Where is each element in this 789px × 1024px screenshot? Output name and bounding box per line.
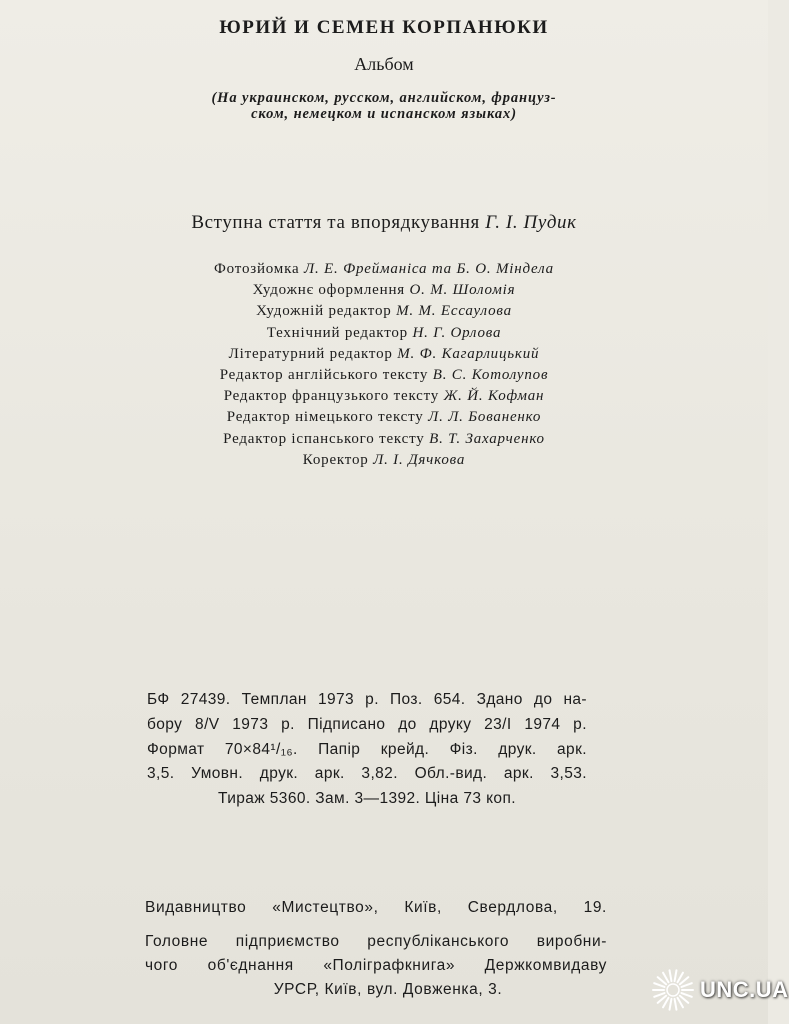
imprint-word: р.	[281, 715, 295, 733]
credit-name: Л. Л. Бованенко	[428, 409, 542, 426]
imprint-word: 3,5.	[147, 765, 175, 783]
imprint-word: р.	[573, 715, 587, 733]
imprint-word: 3,53.	[550, 765, 587, 783]
credit-role: Редактор англійського тексту	[219, 367, 433, 384]
publisher-word: республіканського	[367, 933, 510, 950]
imprint-word: 23/I	[484, 715, 512, 733]
imprint-word: 8/V	[195, 715, 220, 733]
publisher-word: об'єднання	[207, 957, 294, 974]
publisher-line4: УРСР, Київ, вул. Довженка, 3.	[273, 981, 503, 998]
credit-role: Художній редактор	[256, 303, 397, 320]
imprint-word: 1973	[232, 715, 269, 733]
imprint-line	[147, 688, 587, 713]
credit-line	[0, 429, 768, 450]
imprint-word: 70×84¹/₁₆.	[224, 740, 298, 758]
credit-name: В. Т. Захарченко	[429, 430, 545, 447]
credit-line	[0, 386, 768, 407]
credit-name: М. М. Ессаулова	[396, 303, 512, 320]
credit-name: Н. Г. Орлова	[412, 324, 502, 341]
imprint-word: Формат	[147, 740, 205, 758]
watermark	[650, 964, 789, 1016]
imprint-word: 27439.	[180, 691, 231, 708]
imprint-word: 1974	[524, 715, 561, 733]
watermark-text: UNC.UA	[700, 977, 789, 1002]
imprint-word: 654.	[433, 691, 466, 708]
publisher-block	[145, 896, 607, 1002]
credit-name: Ж. Й. Кофман	[443, 388, 545, 405]
publisher-line1	[145, 896, 607, 920]
languages-line-1: (На украинском, русском, английском, француз-	[211, 90, 557, 106]
imprint-word: на-	[563, 691, 587, 708]
imprint-word: р.	[365, 691, 379, 708]
publisher-word: Головне	[145, 933, 209, 950]
imprint-block	[147, 688, 587, 812]
intro-label: Вступна стаття та впорядкування	[191, 212, 486, 233]
imprint-word: 1973	[317, 691, 355, 708]
credit-role: Коректор	[302, 451, 374, 468]
imprint-word: друку	[429, 715, 472, 733]
publisher-word: Видавництво	[145, 899, 247, 916]
credit-role: Редактор німецького тексту	[226, 409, 429, 426]
credit-line	[0, 259, 768, 280]
languages-line-2: ском, немецком и испанском языках)	[251, 106, 517, 122]
credit-line	[0, 280, 768, 301]
publisher-word: виробни-	[536, 933, 607, 950]
publisher-word: 19.	[583, 899, 607, 916]
publisher-word: «Мистецтво»,	[272, 899, 379, 916]
credit-role: Фотозйомка	[214, 261, 304, 277]
imprint-word: до	[533, 691, 553, 708]
credit-name: Л. Е. Фрейманіса та Б. О. Міндела	[303, 261, 554, 277]
imprint-word: 3,82.	[361, 765, 398, 783]
publisher-word: підприємство	[235, 933, 340, 950]
imprint-word: арк.	[557, 740, 587, 758]
credit-line	[0, 450, 768, 471]
imprint-word: Поз.	[390, 691, 423, 708]
publisher-word: Київ,	[404, 899, 442, 916]
intro-credit	[0, 212, 768, 234]
album-label: Альбом	[354, 54, 414, 74]
imprint-word: арк.	[503, 765, 534, 783]
sunburst-logo-icon	[650, 967, 696, 1013]
imprint-word: Обл.-вид.	[414, 765, 488, 783]
credit-role: Художнє оформлення	[252, 282, 410, 299]
publisher-word: Свердлова,	[467, 899, 558, 916]
imprint-word: бору	[147, 715, 183, 733]
imprint-word: друк.	[259, 765, 299, 783]
credit-line	[0, 344, 768, 365]
authors-title: ЮРИЙ И СЕМЕН КОРПАНЮКИ	[219, 17, 549, 38]
intro-name: Г. І. Пудик	[485, 212, 577, 233]
imprint-print-run: Тираж 5360. Зам. 3—1392. Ціна 73 коп.	[218, 790, 516, 808]
credit-name: М. Ф. Кагарлицький	[397, 345, 540, 362]
imprint-word: БФ	[147, 691, 170, 708]
credit-name: Л. І. Дячкова	[373, 451, 466, 468]
publisher-word: Держкомвидаву	[484, 957, 607, 974]
imprint-word: Темплан	[241, 691, 307, 708]
publisher-word: «Поліграфкнига»	[323, 957, 456, 974]
imprint-word: Фіз.	[449, 740, 478, 758]
imprint-word: Умовн.	[191, 765, 244, 783]
publisher-line2	[145, 930, 607, 954]
credit-line	[0, 323, 768, 344]
imprint-word: Підписано	[307, 715, 386, 733]
credits-list	[0, 259, 768, 471]
imprint-line	[147, 762, 587, 787]
imprint-word: Здано	[476, 691, 523, 708]
imprint-line	[147, 738, 587, 763]
credit-role: Літературний редактор	[228, 345, 398, 362]
publisher-line3	[145, 954, 607, 978]
credit-line	[0, 365, 768, 386]
publisher-word: чого	[145, 957, 179, 974]
credit-role: Редактор французького тексту	[223, 388, 444, 405]
imprint-word: до	[398, 715, 417, 733]
imprint-word: друк.	[498, 740, 537, 758]
imprint-line	[147, 713, 587, 738]
imprint-word: Папір	[318, 740, 361, 758]
imprint-word: арк.	[314, 765, 345, 783]
credit-name: В. С. Котолупов	[432, 367, 549, 384]
credit-line	[0, 301, 768, 322]
credit-name: О. М. Шоломія	[409, 282, 516, 299]
credit-role: Редактор іспанського тексту	[223, 430, 430, 447]
credit-line	[0, 407, 768, 428]
imprint-word: крейд.	[380, 740, 430, 758]
credit-role: Технічний редактор	[266, 324, 413, 341]
